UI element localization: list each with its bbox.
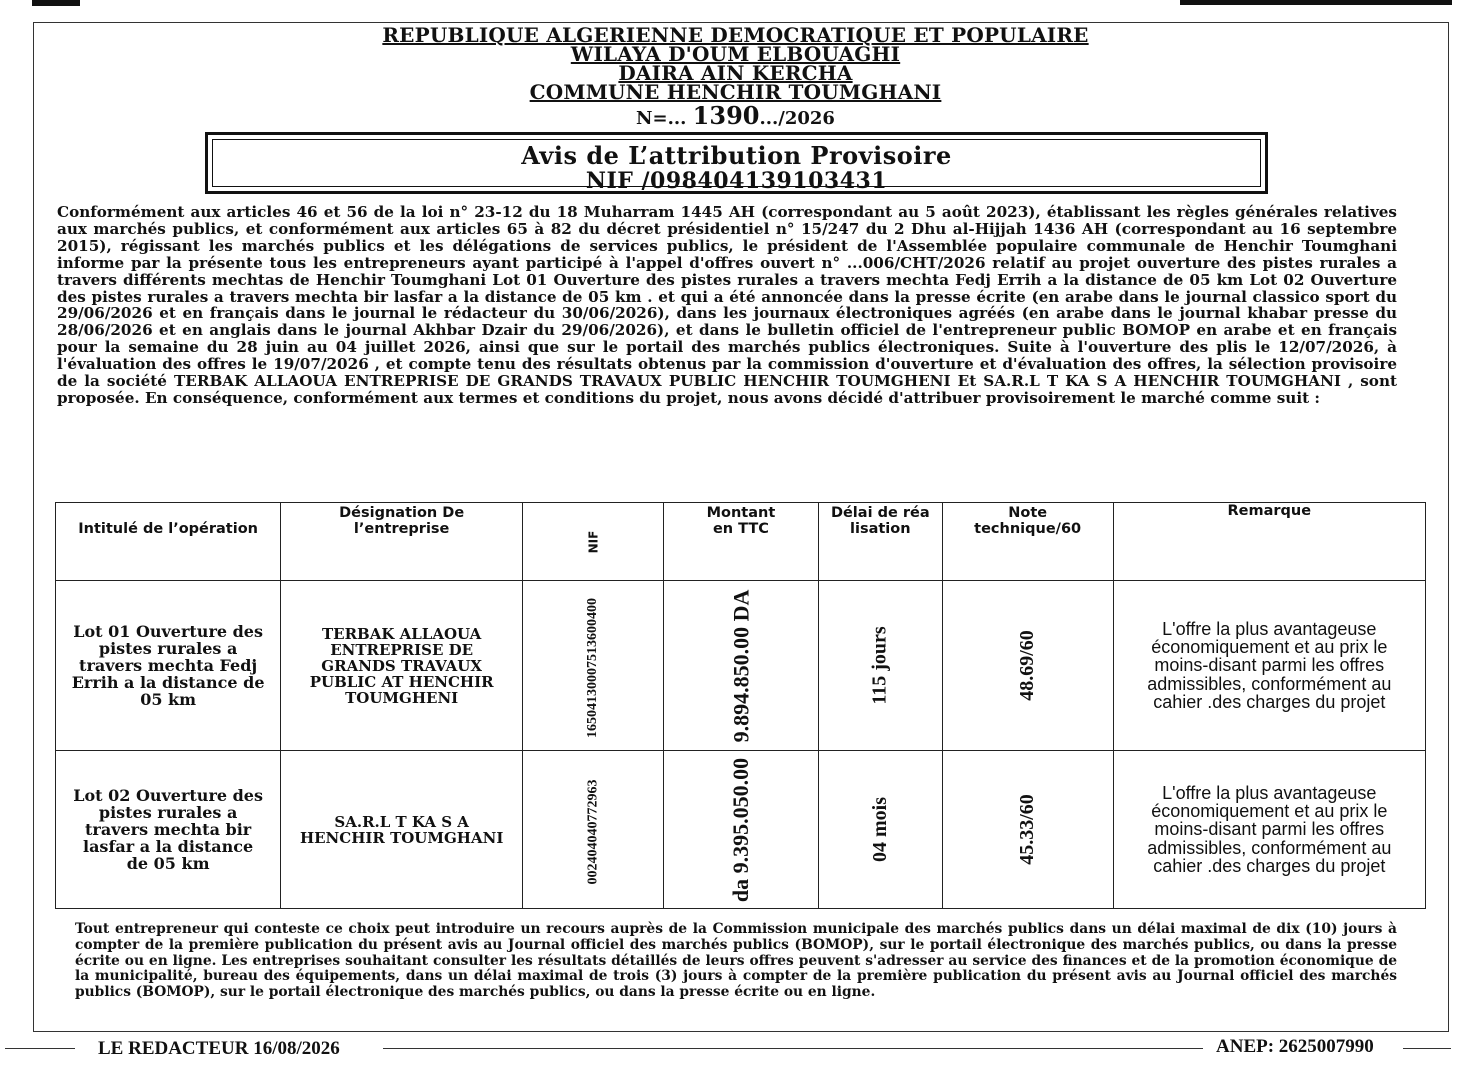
header-republic: REPUBLIQUE ALGERIENNE DEMOCRATIQUE ET POPULAIRE [382,23,1089,47]
row1-remarque: L'offre la plus avantageuse économiquement et au prix le moins-disant parmi les offres admissibles, conformément au cahier .des charges du projet [1113,581,1425,751]
anep-reference: ANEP: 2625007990 [1216,1036,1374,1057]
row1-note: 48.69/60 [1016,630,1039,701]
header-note [942,503,1113,581]
header-daira: DAIRA AIN KERCHA [618,61,853,85]
row2-nif: 002404040772963 [585,779,601,884]
title-box-inner [212,139,1261,194]
number-prefix: N=... [636,108,687,129]
title-box [205,132,1268,194]
row2-montant-cell [664,751,819,909]
header-nif [523,503,664,581]
header-entreprise-text: Désignation De l’entreprise [339,505,465,537]
row2-entreprise: SA.R.L T KA S A HENCHIR TOUMGHANI [281,751,523,909]
notice-number [0,101,1471,130]
bottom-rule-middle [383,1048,1203,1049]
notice-nif: NIF /098404139103431 [585,168,888,194]
row1-montant-cell [664,581,819,751]
header-montant-text: Montant en TTC [706,505,776,537]
row2-note: 45.33/60 [1016,794,1039,865]
row2-remarque: L'offre la plus avantageuse économiquement et au prix le moins-disant parmi les offres admissibles, conformément au cahier .des charges du projet [1113,751,1425,909]
header-delai-text: Délai de réalisation [830,505,930,537]
table-header-row [56,503,1426,581]
header-delai [818,503,942,581]
page-edge-mark [1180,0,1452,5]
header-operation [56,503,281,581]
number-suffix: .../2026 [759,108,835,129]
row2-delai-cell [818,751,942,909]
header-commune: COMMUNE HENCHIR TOUMGHANI [529,80,942,104]
row1-entreprise: TERBAK ALLAOUA ENTREPRISE DE GRANDS TRAVAUX PUBLIC AT HENCHIR TOUMGHENI [281,581,523,751]
intro-paragraph: Conformément aux articles 46 et 56 de la loi n° 23-12 du 18 Muharram 1445 AH (correspondant au 5 août 2023), établissant les règles générales relatives aux marchés publics, et conformément aux articles 65 à 82 du décret présidentiel n° 15/247 du 2 Dhu al-Hijjah 1436 AH (correspondant au 16 septembre 2015), régissant les marchés publics et les délégations de services publics, le président de l'Assemblée populaire communale de Henchir Toumghani informe par la présente tous les entrepreneurs ayant participé à l'appel d'offres ouvert n° ...006/CHT/2026 relatif au projet ouverture des pistes rurales a travers différents mechtas de Henchir Toumghani Lot 01 Ouverture des pistes rurales a travers mechta Fedj Errih a la distance de 05 km Lot 02 Ouverture des pistes rurales a travers mechta bir lasfar a la distance de 05 km . et qui a été annoncée dans la presse écrite (en arabe dans le journal classico sport du 29/06/2026 et en français dans le journal le rédacteur du 30/06/2026), dans les journaux électroniques agréés (en arabe dans le journal khabar presse du 28/06/2026 et en anglais dans le journal Akhbar Dzair du 29/06/2026), et dans le bulletin officiel de l'entrepreneur public BOMOP en arabe et en français pour la semaine du 28 juin au 04 juillet 2026, ainsi que sur le portail des marchés publics électroniques. Suite à l'ouverture des plis le 12/07/2026, à l'évaluation des offres le 19/07/2026 , et compte tenu des résultats obtenus par la commission d'ouverture et d'évaluation des offres, la sélection provisoire de la société TERBAK ALLAOUA ENTREPRISE DE GRANDS TRAVAUX PUBLIC HENCHIR TOUMGHENI Et SA.R.L T KA S A HENCHIR TOUMGHANI , sont proposée. En conséquence, conformément aux termes et conditions du projet, nous avons décidé d'attribuer provisoirement le marché comme suit : [57,203,1397,407]
row2-montant: da 9.395.050.00 [727,757,753,902]
row1-montant: 9.894.850.00 DA [727,589,753,742]
header-note-text: Note technique/60 [974,505,1082,537]
row2-operation: Lot 02 Ouverture des pistes rurales a travers mechta bir lasfar a la distance de 05 km [56,751,281,909]
row2-delai: 04 mois [868,797,891,862]
table-row [56,581,1426,751]
table-row [56,751,1426,909]
bottom-rule-right [1403,1048,1451,1049]
header-remarque [1113,503,1425,581]
row1-operation: Lot 01 Ouverture des pistes rurales a travers mechta Fedj Errih a la distance de 05 km [56,581,281,751]
number-value: 1390 [692,101,760,130]
row1-nif-cell [523,581,664,751]
redacteur-signature: LE REDACTEUR 16/08/2026 [98,1038,340,1059]
row2-note-cell [942,751,1113,909]
header-operation-text: Intitulé de l’opération [78,521,258,537]
row1-delai: 115 jours [868,626,891,705]
row1-note-cell [942,581,1113,751]
notice-title: Avis de L’attribution Provisoire [521,141,952,170]
attribution-table [55,502,1426,909]
header-entreprise [281,503,523,581]
header-nif-text: NIF [586,530,601,553]
row1-delai-cell [818,581,942,751]
header-wilaya: WILAYA D'OUM ELBOUAGHI [570,42,901,66]
page-edge-mark [32,0,80,6]
row2-nif-cell [523,751,664,909]
header-remarque-text: Remarque [1227,503,1312,519]
row1-nif: 165041300075136004​00 [585,597,601,738]
header-montant [664,503,819,581]
bottom-rule-left [5,1048,75,1049]
footer-paragraph: Tout entrepreneur qui conteste ce choix peut introduire un recours auprès de la Commission municipale des marchés publics dans un délai maximal de dix (10) jours à compter de la première publication du présent avis au Journal officiel des marchés publics (BOMOP), sur le portail électronique des marchés publics, ou dans la presse écrite ou en ligne. Les entreprises souhaitant consulter les résultats détaillés de leurs offres peuvent s'adresser au service des finances et de la promotion économique de la municipalité, bureau des équipements, dans un délai maximal de trois (3) jours à compter de la première publication du présent avis au Journal officiel des marchés publics (BOMOP), sur le portail électronique des marchés publics, ou dans la presse écrite ou en ligne. [75,921,1397,1001]
